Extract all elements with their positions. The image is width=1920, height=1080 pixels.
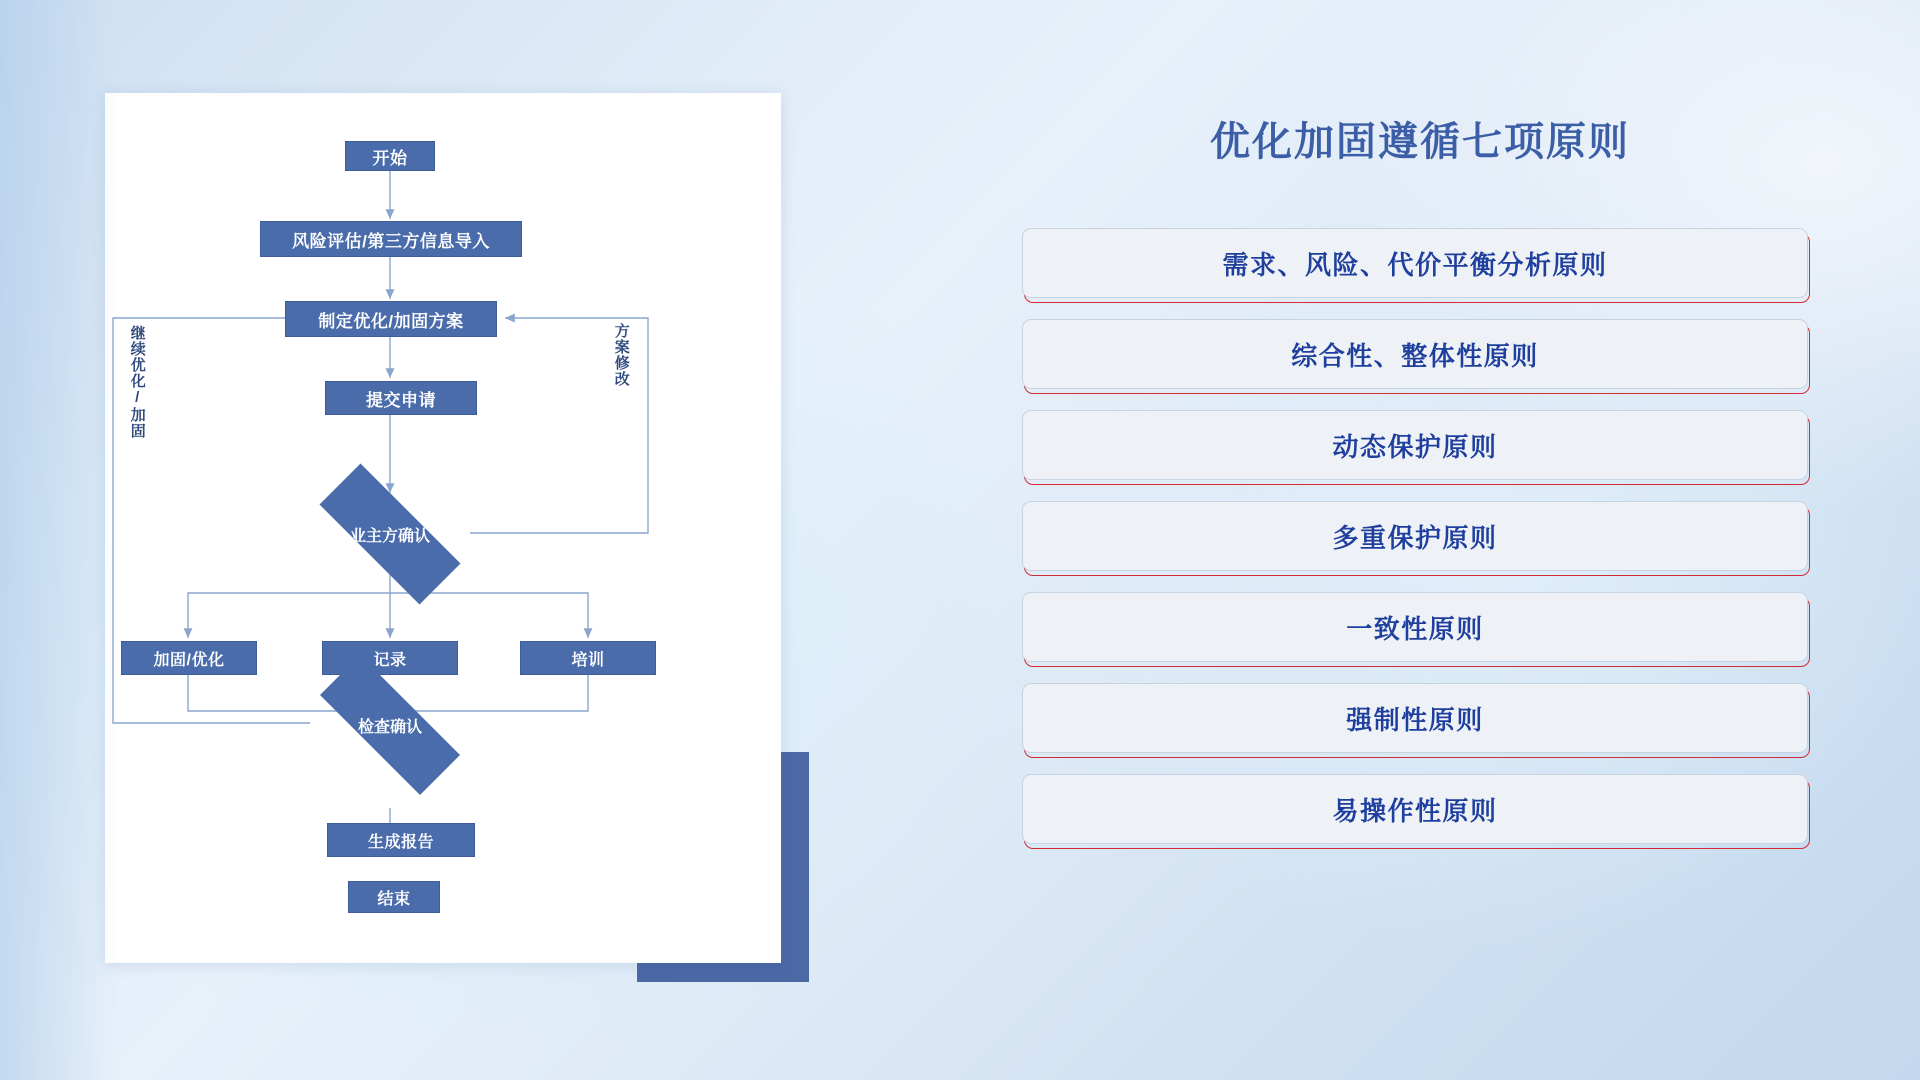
principle-label: 强制性原则 [1022, 683, 1808, 753]
flow-node-label: 生成报告 [367, 833, 434, 851]
flowchart [105, 93, 781, 963]
flow-edge-label-left: 继续优化/加固 [128, 325, 146, 439]
flow-node-check-confirm[interactable] [290, 685, 490, 765]
list-item[interactable] [1022, 319, 1812, 389]
flow-node-label: 记录 [373, 651, 407, 669]
flow-node-label: 制定优化/加固方案 [318, 311, 464, 331]
list-item[interactable] [1022, 774, 1812, 844]
flow-node-label: 业主方确认 [349, 527, 430, 545]
page-title: 优化加固遵循七项原则 [1210, 120, 1630, 164]
flow-node-owner-confirm[interactable] [290, 493, 490, 575]
flow-node-risk-assessment[interactable] [260, 221, 522, 257]
flow-node-generate-report[interactable] [327, 823, 475, 857]
flow-node-label: 加固/优化 [153, 651, 225, 669]
principle-label: 动态保护原则 [1022, 410, 1808, 480]
principle-label: 综合性、整体性原则 [1022, 319, 1808, 389]
list-item[interactable] [1022, 592, 1812, 662]
principle-label: 易操作性原则 [1022, 774, 1808, 844]
flow-node-training[interactable] [520, 641, 656, 675]
flow-node-label: 培训 [571, 651, 605, 669]
principle-label: 一致性原则 [1022, 592, 1808, 662]
flow-node-label: 结束 [377, 890, 411, 908]
flow-node-start[interactable] [345, 141, 435, 171]
flow-node-end[interactable] [348, 881, 440, 913]
flow-node-label: 检查确认 [357, 718, 422, 736]
list-item[interactable] [1022, 683, 1812, 753]
list-item[interactable] [1022, 501, 1812, 571]
principle-label: 多重保护原则 [1022, 501, 1808, 571]
list-item[interactable] [1022, 228, 1812, 298]
principles-list [1022, 228, 1812, 865]
flow-node-record[interactable] [322, 641, 458, 675]
flow-node-label: 开始 [372, 148, 408, 168]
flow-node-label: 风险评估/第三方信息导入 [292, 231, 490, 251]
flow-node-submit-application[interactable] [325, 381, 477, 415]
flow-edge-label-right: 方案修改 [612, 323, 630, 387]
flow-node-reinforce[interactable] [121, 641, 257, 675]
flow-node-plan[interactable] [285, 301, 497, 337]
flow-node-label: 提交申请 [366, 390, 436, 410]
flowchart-card [105, 93, 781, 963]
list-item[interactable] [1022, 410, 1812, 480]
principle-label: 需求、风险、代价平衡分析原则 [1022, 228, 1808, 298]
